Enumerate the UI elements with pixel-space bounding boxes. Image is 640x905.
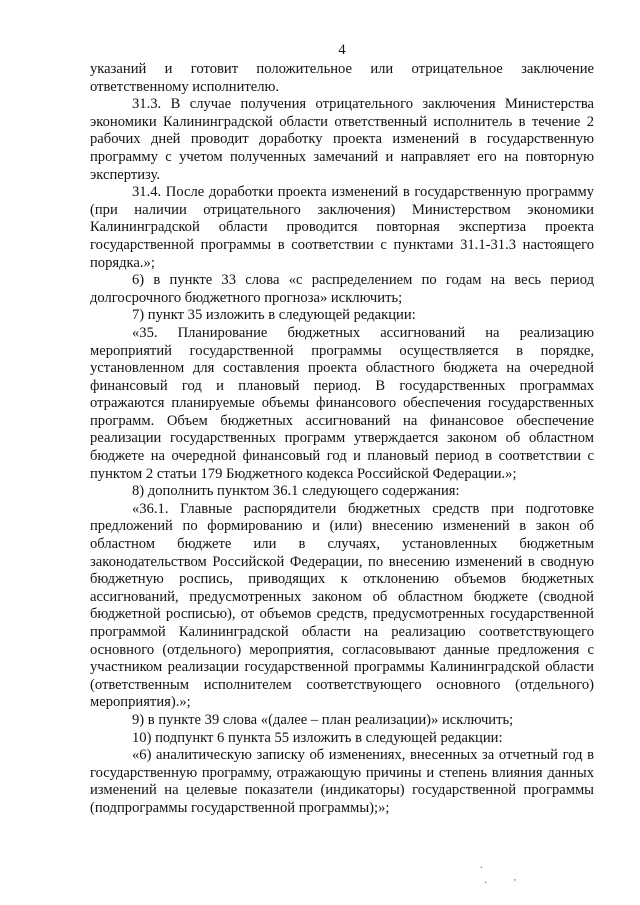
paragraph: указаний и готовит положительное или отрицательное заключение ответственному исполнителю. — [90, 61, 594, 95]
paragraph: «35. Планирование бюджетных ассигнований на реализацию мероприятий государственной программы осуществляется в порядке, установленном для составления проекта областного бюджета на очередной финансовый год и плановый период. В государственных программах отражаются планируемые объемы финансового обеспечения государственных программ. Объем бюджетных ассигнований на финансовое обеспечение реализации государственных программ утверждается законом об областном бюджете на очередной финансовый год и плановый период в соответствии с пунктом 2 статьи 179 Бюджетного кодекса Российской Федерации.»; — [90, 324, 594, 482]
scan-speck: ' — [514, 878, 516, 889]
paragraph: 31.3. В случае получения отрицательного заключения Министерства экономики Калининградской области ответственный исполнитель в течение 2 рабочих дней проводит доработку проекта изменений в государственную программу с учетом полученных замечаний и направляет его на повторную экспертизу. — [90, 96, 594, 183]
page-number: 4 — [338, 42, 346, 58]
paragraph: 10) подпункт 6 пункта 55 изложить в следующей редакции: — [132, 729, 503, 746]
paragraph: 7) пункт 35 изложить в следующей редакции: — [132, 307, 416, 324]
paragraph: 8) дополнить пунктом 36.1 следующего содержания: — [132, 483, 460, 500]
scan-speck: . — [480, 860, 483, 871]
paragraph: 31.4. После доработки проекта изменений в государственную программу (при наличии отрицательного заключения) Министерством экономики Калининградской области проводится повторная экспертиза проекта государственной программы в соответствии с пунктами 31.1-31.3 настоящего порядка.»; — [90, 184, 594, 271]
scan-speck: · — [484, 878, 488, 889]
paragraph: «6) аналитическую записку об изменениях, внесенных за отчетный год в государственную программу, отражающую причины и степень влияния данных изменений на целевые показатели (индикаторы) государственной программы (подпрограммы государственной программы);»; — [90, 747, 594, 816]
paragraph: «36.1. Главные распорядители бюджетных средств при подготовке предложений по формированию и (или) внесению изменений в закон об областном бюджете или в случаях, установленных бюджетным законодательством Российской Федерации, по внесению изменений в сводную бюджетную роспись, приводящих к отклонению объемов бюджетных ассигнований, предусмотренных законом об областном бюджете (сводной бюджетной росписью), от объемов средств, предусмотренных государственной программой Калининградской области на реализацию соответствующего основного (отдельного) мероприятия, согласовывают данные предложения с участником реализации государственной программы Калининградской области (ответственным исполнителем соответствующего основного (отдельного) мероприятия).»; — [90, 500, 594, 711]
paragraph: 9) в пункте 39 слова «(далее – план реализации)» исключить; — [132, 711, 514, 728]
paragraph: 6) в пункте 33 слова «с распределением по годам на весь период долгосрочного бюджетного прогноза» исключить; — [90, 272, 594, 306]
